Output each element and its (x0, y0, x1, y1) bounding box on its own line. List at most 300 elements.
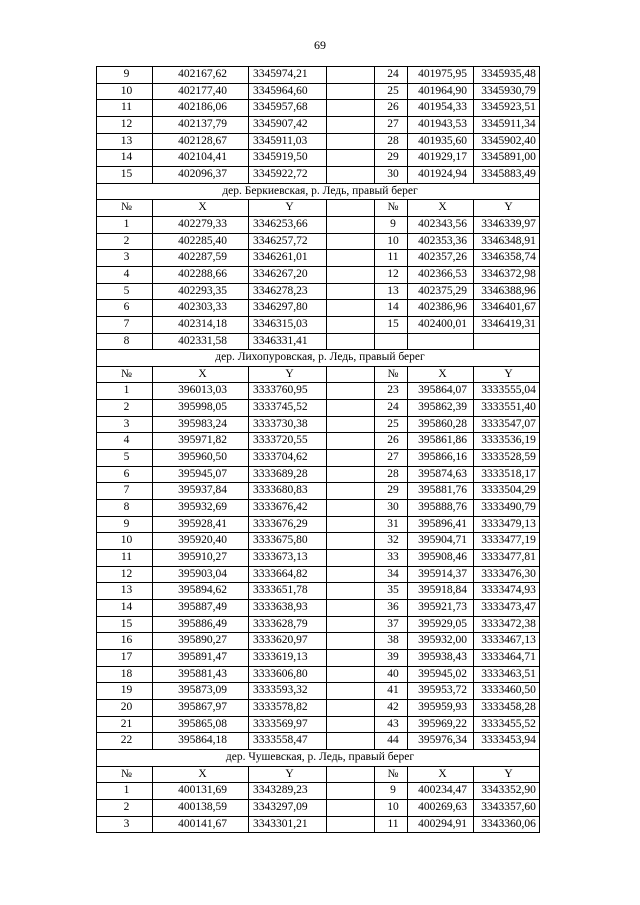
y-coordinate-cell: 3333620,97 (249, 633, 327, 650)
point-number-cell: 29 (375, 483, 408, 500)
column-header-row (97, 766, 540, 783)
y-coordinate-cell: 3346331,41 (249, 333, 327, 350)
point-number-cell: 10 (375, 799, 408, 816)
point-number-cell: 12 (97, 566, 153, 583)
point-number-cell: 26 (375, 433, 408, 450)
point-number-cell: 11 (375, 250, 408, 267)
point-number-cell: 3 (97, 416, 153, 433)
x-coordinate-cell: 395929,05 (408, 616, 474, 633)
spacer-cell (327, 400, 375, 417)
x-coordinate-cell: 401935,60 (408, 133, 474, 150)
point-number-cell: 15 (375, 316, 408, 333)
x-coordinate-cell: 395918,84 (408, 583, 474, 600)
x-coordinate-cell: 395888,76 (408, 500, 474, 517)
point-number-cell: 13 (97, 583, 153, 600)
point-number-cell: 18 (97, 666, 153, 683)
x-coordinate-cell: 395908,46 (408, 550, 474, 567)
y-coordinate-cell: 3333745,52 (249, 400, 327, 417)
y-coordinate-cell: 3345902,40 (474, 133, 540, 150)
x-coordinate-cell: 395960,50 (153, 450, 249, 467)
y-coordinate-cell: 3333730,38 (249, 416, 327, 433)
spacer-cell (327, 633, 375, 650)
y-coordinate-cell: 3333704,62 (249, 450, 327, 467)
table-row (97, 333, 540, 350)
spacer-cell (327, 516, 375, 533)
y-coordinate-cell: 3333551,40 (474, 400, 540, 417)
x-coordinate-cell: 402137,79 (153, 116, 249, 133)
y-coordinate-cell: 3346372,98 (474, 266, 540, 283)
x-coordinate-cell: 395864,18 (153, 733, 249, 750)
point-number-cell: 4 (97, 433, 153, 450)
number-column-header: № (375, 766, 408, 783)
x-coordinate-cell: 400138,59 (153, 799, 249, 816)
x-coordinate-cell: 402285,40 (153, 233, 249, 250)
point-number-cell: 24 (375, 400, 408, 417)
table-row (97, 83, 540, 100)
y-coordinate-cell: 3333606,80 (249, 666, 327, 683)
point-number-cell: 14 (97, 150, 153, 167)
table-row (97, 600, 540, 617)
x-coordinate-cell: 395938,43 (408, 649, 474, 666)
y-coordinate-cell: 3333518,17 (474, 466, 540, 483)
point-number-cell: 42 (375, 699, 408, 716)
x-coordinate-cell: 395937,84 (153, 483, 249, 500)
y-coordinate-cell: 3333474,93 (474, 583, 540, 600)
point-number-cell: 10 (97, 83, 153, 100)
x-coordinate-cell (408, 333, 474, 350)
y-coordinate-cell (474, 333, 540, 350)
column-header-row (97, 366, 540, 383)
y-column-header: Y (249, 200, 327, 217)
table-row (97, 316, 540, 333)
x-coordinate-cell: 400234,47 (408, 783, 474, 800)
spacer-cell (327, 649, 375, 666)
point-number-cell: 12 (97, 116, 153, 133)
point-number-cell: 9 (375, 783, 408, 800)
point-number-cell: 8 (97, 500, 153, 517)
y-column-header: Y (249, 766, 327, 783)
y-coordinate-cell: 3345907,42 (249, 116, 327, 133)
point-number-cell: 15 (97, 616, 153, 633)
spacer-cell (327, 533, 375, 550)
y-coordinate-cell: 3333664,82 (249, 566, 327, 583)
point-number-cell: 19 (97, 683, 153, 700)
y-coordinate-cell: 3343357,60 (474, 799, 540, 816)
point-number-cell: 23 (375, 383, 408, 400)
table-row (97, 283, 540, 300)
point-number-cell: 9 (97, 67, 153, 84)
point-number-cell: 37 (375, 616, 408, 633)
point-number-cell: 2 (97, 799, 153, 816)
spacer-cell (327, 233, 375, 250)
y-column-header: Y (474, 366, 540, 383)
point-number-cell: 1 (97, 783, 153, 800)
spacer-cell (327, 616, 375, 633)
x-coordinate-cell: 395887,49 (153, 600, 249, 617)
spacer-cell (327, 433, 375, 450)
number-column-header: № (97, 766, 153, 783)
y-coordinate-cell: 3346253,66 (249, 216, 327, 233)
y-coordinate-cell: 3343289,23 (249, 783, 327, 800)
point-number-cell: 26 (375, 100, 408, 117)
x-coordinate-cell: 402357,26 (408, 250, 474, 267)
x-coordinate-cell: 395862,39 (408, 400, 474, 417)
x-coordinate-cell: 395903,04 (153, 566, 249, 583)
x-coordinate-cell: 395959,93 (408, 699, 474, 716)
point-number-cell: 17 (97, 649, 153, 666)
x-coordinate-cell: 395971,82 (153, 433, 249, 450)
x-coordinate-cell: 402167,62 (153, 67, 249, 84)
spacer-cell (327, 216, 375, 233)
table-row (97, 566, 540, 583)
section-title-row (97, 350, 540, 367)
x-coordinate-cell: 395890,27 (153, 633, 249, 650)
x-coordinate-cell: 402287,59 (153, 250, 249, 267)
point-number-cell: 3 (97, 250, 153, 267)
table-row (97, 166, 540, 183)
table-row (97, 133, 540, 150)
x-coordinate-cell: 402128,67 (153, 133, 249, 150)
y-coordinate-cell: 3343360,06 (474, 816, 540, 833)
spacer-cell (327, 500, 375, 517)
table-row (97, 716, 540, 733)
y-coordinate-cell: 3346358,74 (474, 250, 540, 267)
point-number-cell: 4 (97, 266, 153, 283)
table-row (97, 649, 540, 666)
y-column-header: Y (249, 366, 327, 383)
point-number-cell: 30 (375, 500, 408, 517)
point-number-cell: 16 (97, 633, 153, 650)
x-coordinate-cell: 401964,90 (408, 83, 474, 100)
x-coordinate-cell: 402279,33 (153, 216, 249, 233)
y-coordinate-cell: 3333472,38 (474, 616, 540, 633)
point-number-cell: 32 (375, 533, 408, 550)
x-coordinate-cell: 395866,16 (408, 450, 474, 467)
x-coordinate-cell: 395953,72 (408, 683, 474, 700)
spacer-cell (327, 666, 375, 683)
point-number-cell: 24 (375, 67, 408, 84)
spacer-cell (327, 450, 375, 467)
y-coordinate-cell: 3346388,96 (474, 283, 540, 300)
point-number-cell: 7 (97, 316, 153, 333)
y-coordinate-cell: 3345911,03 (249, 133, 327, 150)
y-coordinate-cell: 3345883,49 (474, 166, 540, 183)
point-number-cell: 34 (375, 566, 408, 583)
x-coordinate-cell: 402303,33 (153, 300, 249, 317)
x-coordinate-cell: 395921,73 (408, 600, 474, 617)
y-coordinate-cell: 3346297,80 (249, 300, 327, 317)
spacer-cell (327, 600, 375, 617)
table-row (97, 583, 540, 600)
table-row (97, 516, 540, 533)
x-coordinate-cell: 395860,28 (408, 416, 474, 433)
x-column-header: X (408, 366, 474, 383)
y-coordinate-cell: 3345974,21 (249, 67, 327, 84)
point-number-cell: 41 (375, 683, 408, 700)
x-coordinate-cell: 395873,09 (153, 683, 249, 700)
y-coordinate-cell: 3333673,13 (249, 550, 327, 567)
point-number-cell: 39 (375, 649, 408, 666)
y-coordinate-cell: 3346261,01 (249, 250, 327, 267)
x-column-header: X (153, 366, 249, 383)
y-coordinate-cell: 3345935,48 (474, 67, 540, 84)
spacer-cell (327, 200, 375, 217)
y-coordinate-cell: 3333490,79 (474, 500, 540, 517)
x-coordinate-cell: 402331,58 (153, 333, 249, 350)
x-coordinate-cell: 401954,33 (408, 100, 474, 117)
x-coordinate-cell: 395976,34 (408, 733, 474, 750)
section-title-row (97, 749, 540, 766)
spacer-cell (327, 683, 375, 700)
y-coordinate-cell: 3333479,13 (474, 516, 540, 533)
table-row (97, 466, 540, 483)
table-row (97, 733, 540, 750)
spacer-cell (327, 100, 375, 117)
point-number-cell: 11 (97, 100, 153, 117)
y-coordinate-cell: 3343301,21 (249, 816, 327, 833)
table-row (97, 383, 540, 400)
x-coordinate-cell: 400131,69 (153, 783, 249, 800)
table-row (97, 500, 540, 517)
y-coordinate-cell: 3333558,47 (249, 733, 327, 750)
y-coordinate-cell: 3333569,97 (249, 716, 327, 733)
spacer-cell (327, 483, 375, 500)
point-number-cell: 11 (97, 550, 153, 567)
x-coordinate-cell: 401975,95 (408, 67, 474, 84)
y-coordinate-cell: 3346257,72 (249, 233, 327, 250)
spacer-cell (327, 333, 375, 350)
y-coordinate-cell: 3333547,07 (474, 416, 540, 433)
x-coordinate-cell: 395896,41 (408, 516, 474, 533)
table-row (97, 816, 540, 833)
x-coordinate-cell: 395910,27 (153, 550, 249, 567)
point-number-cell: 29 (375, 150, 408, 167)
y-coordinate-cell: 3333628,79 (249, 616, 327, 633)
y-coordinate-cell: 3346339,97 (474, 216, 540, 233)
point-number-cell: 25 (375, 83, 408, 100)
section-title: дер. Чушевская, р. Ледь, правый берег (97, 749, 540, 766)
spacer-cell (327, 466, 375, 483)
table-row (97, 300, 540, 317)
point-number-cell: 13 (375, 283, 408, 300)
x-coordinate-cell: 395867,97 (153, 699, 249, 716)
table-row (97, 416, 540, 433)
x-coordinate-cell: 400269,63 (408, 799, 474, 816)
point-number-cell: 38 (375, 633, 408, 650)
y-coordinate-cell: 3333476,30 (474, 566, 540, 583)
spacer-cell (327, 133, 375, 150)
point-number-cell: 10 (375, 233, 408, 250)
table-row (97, 483, 540, 500)
coordinates-table (96, 66, 540, 833)
point-number-cell: 10 (97, 533, 153, 550)
page-number: 69 (314, 38, 326, 52)
x-coordinate-cell: 402293,35 (153, 283, 249, 300)
spacer-cell (327, 583, 375, 600)
number-column-header: № (97, 200, 153, 217)
x-coordinate-cell: 395983,24 (153, 416, 249, 433)
point-number-cell: 20 (97, 699, 153, 716)
spacer-cell (327, 366, 375, 383)
y-coordinate-cell: 3333680,83 (249, 483, 327, 500)
table-row (97, 433, 540, 450)
x-coordinate-cell: 395945,07 (153, 466, 249, 483)
column-header-row (97, 200, 540, 217)
x-coordinate-cell: 395886,49 (153, 616, 249, 633)
x-coordinate-cell: 395928,41 (153, 516, 249, 533)
x-coordinate-cell: 395861,86 (408, 433, 474, 450)
y-coordinate-cell: 3343297,09 (249, 799, 327, 816)
table-row (97, 250, 540, 267)
number-column-header: № (375, 366, 408, 383)
x-coordinate-cell: 396013,03 (153, 383, 249, 400)
y-coordinate-cell: 3333593,32 (249, 683, 327, 700)
spacer-cell (327, 816, 375, 833)
x-coordinate-cell: 395932,00 (408, 633, 474, 650)
x-coordinate-cell: 402186,06 (153, 100, 249, 117)
y-coordinate-cell: 3333528,59 (474, 450, 540, 467)
x-coordinate-cell: 395932,69 (153, 500, 249, 517)
point-number-cell: 15 (97, 166, 153, 183)
y-coordinate-cell: 3345930,79 (474, 83, 540, 100)
x-coordinate-cell: 401929,17 (408, 150, 474, 167)
x-coordinate-cell: 402104,41 (153, 150, 249, 167)
spacer-cell (327, 416, 375, 433)
x-coordinate-cell: 395874,63 (408, 466, 474, 483)
x-coordinate-cell: 402375,29 (408, 283, 474, 300)
spacer-cell (327, 283, 375, 300)
point-number-cell: 8 (97, 333, 153, 350)
spacer-cell (327, 566, 375, 583)
x-coordinate-cell: 402353,36 (408, 233, 474, 250)
x-coordinate-cell: 402386,96 (408, 300, 474, 317)
y-coordinate-cell: 3345891,00 (474, 150, 540, 167)
point-number-cell: 43 (375, 716, 408, 733)
y-coordinate-cell: 3333676,42 (249, 500, 327, 517)
point-number-cell: 25 (375, 416, 408, 433)
point-number-cell: 12 (375, 266, 408, 283)
x-coordinate-cell: 402366,53 (408, 266, 474, 283)
table-row (97, 533, 540, 550)
spacer-cell (327, 733, 375, 750)
point-number-cell: 9 (97, 516, 153, 533)
point-number-cell: 31 (375, 516, 408, 533)
spacer-cell (327, 150, 375, 167)
spacer-cell (327, 166, 375, 183)
x-coordinate-cell: 395904,71 (408, 533, 474, 550)
y-coordinate-cell: 3333504,29 (474, 483, 540, 500)
x-coordinate-cell: 402288,66 (153, 266, 249, 283)
y-column-header: Y (474, 200, 540, 217)
spacer-cell (327, 699, 375, 716)
spacer-cell (327, 67, 375, 84)
point-number-cell: 33 (375, 550, 408, 567)
point-number-cell: 22 (97, 733, 153, 750)
y-coordinate-cell: 3345911,34 (474, 116, 540, 133)
y-coordinate-cell: 3333467,13 (474, 633, 540, 650)
x-coordinate-cell: 402177,40 (153, 83, 249, 100)
table-row (97, 616, 540, 633)
y-coordinate-cell: 3333460,50 (474, 683, 540, 700)
y-coordinate-cell: 3333675,80 (249, 533, 327, 550)
table-row (97, 450, 540, 467)
y-coordinate-cell: 3345923,51 (474, 100, 540, 117)
x-coordinate-cell: 395914,37 (408, 566, 474, 583)
point-number-cell: 27 (375, 116, 408, 133)
y-coordinate-cell: 3333473,47 (474, 600, 540, 617)
point-number-cell: 13 (97, 133, 153, 150)
spacer-cell (327, 799, 375, 816)
point-number-cell: 28 (375, 133, 408, 150)
x-coordinate-cell: 402096,37 (153, 166, 249, 183)
table-row (97, 150, 540, 167)
y-coordinate-cell: 3333638,93 (249, 600, 327, 617)
x-column-header: X (153, 766, 249, 783)
y-coordinate-cell: 3333619,13 (249, 649, 327, 666)
y-coordinate-cell: 3333676,29 (249, 516, 327, 533)
x-coordinate-cell: 395881,43 (153, 666, 249, 683)
table-row (97, 216, 540, 233)
y-coordinate-cell: 3345922,72 (249, 166, 327, 183)
y-coordinate-cell: 3343352,90 (474, 783, 540, 800)
point-number-cell: 30 (375, 166, 408, 183)
x-coordinate-cell: 401924,94 (408, 166, 474, 183)
point-number-cell: 1 (97, 216, 153, 233)
y-coordinate-cell: 3333463,51 (474, 666, 540, 683)
table-row (97, 100, 540, 117)
y-coordinate-cell: 3346419,31 (474, 316, 540, 333)
y-column-header: Y (474, 766, 540, 783)
point-number-cell: 40 (375, 666, 408, 683)
table-row (97, 266, 540, 283)
y-coordinate-cell: 3333455,52 (474, 716, 540, 733)
spacer-cell (327, 316, 375, 333)
y-coordinate-cell: 3333536,19 (474, 433, 540, 450)
y-coordinate-cell: 3346278,23 (249, 283, 327, 300)
y-coordinate-cell: 3333477,19 (474, 533, 540, 550)
spacer-cell (327, 766, 375, 783)
spacer-cell (327, 116, 375, 133)
y-coordinate-cell: 3345957,68 (249, 100, 327, 117)
table-row (97, 683, 540, 700)
y-coordinate-cell: 3346401,67 (474, 300, 540, 317)
spacer-cell (327, 83, 375, 100)
table-row (97, 400, 540, 417)
table-row (97, 67, 540, 84)
x-coordinate-cell: 395865,08 (153, 716, 249, 733)
spacer-cell (327, 250, 375, 267)
spacer-cell (327, 783, 375, 800)
x-coordinate-cell: 395920,40 (153, 533, 249, 550)
table-row (97, 666, 540, 683)
point-number-cell (375, 333, 408, 350)
spacer-cell (327, 550, 375, 567)
y-coordinate-cell: 3346267,20 (249, 266, 327, 283)
x-coordinate-cell: 402314,18 (153, 316, 249, 333)
x-column-header: X (408, 200, 474, 217)
y-coordinate-cell: 3345964,60 (249, 83, 327, 100)
x-coordinate-cell: 401943,53 (408, 116, 474, 133)
spacer-cell (327, 266, 375, 283)
x-coordinate-cell: 402400,01 (408, 316, 474, 333)
point-number-cell: 5 (97, 283, 153, 300)
y-coordinate-cell: 3333720,55 (249, 433, 327, 450)
point-number-cell: 14 (97, 600, 153, 617)
table-row (97, 783, 540, 800)
spacer-cell (327, 300, 375, 317)
point-number-cell: 1 (97, 383, 153, 400)
y-coordinate-cell: 3333651,78 (249, 583, 327, 600)
